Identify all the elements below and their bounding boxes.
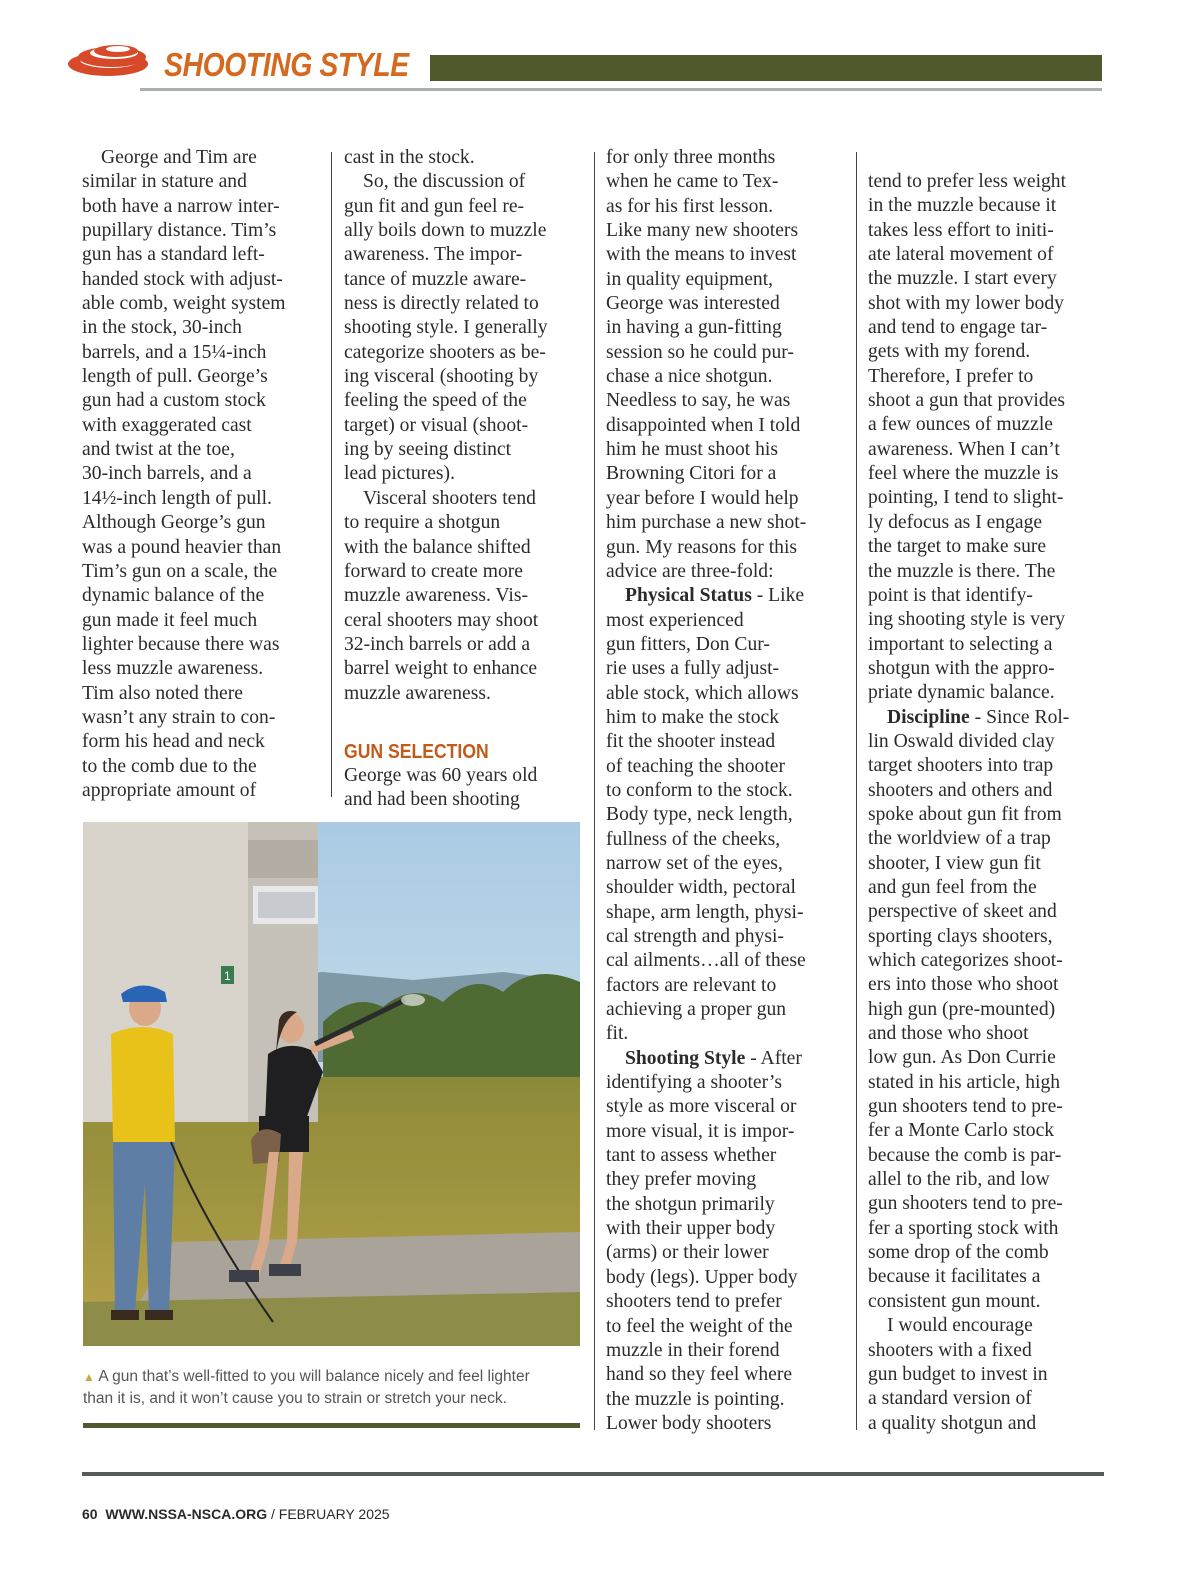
column-divider xyxy=(856,152,857,1430)
text-line: target) or visual (shoot- xyxy=(344,414,529,436)
text-line: shooting style. I generally xyxy=(344,317,548,339)
text-line: the target to make sure xyxy=(868,536,1047,558)
column-divider xyxy=(331,152,332,797)
text-line: ceral shooters may shoot xyxy=(344,609,539,631)
text-line: him he must shoot his xyxy=(606,439,779,461)
text-line: 32-inch barrels or add a xyxy=(344,633,531,655)
text-line: lin Oswald divided clay xyxy=(868,730,1055,752)
header-bar xyxy=(430,55,1102,81)
section-header xyxy=(0,0,1200,110)
text-line: high gun (pre-mounted) xyxy=(868,998,1056,1020)
text-line xyxy=(868,706,1108,730)
text-line: wasn’t any strain to con- xyxy=(82,706,276,728)
text-line: gun. My reasons for this xyxy=(606,536,798,558)
runin-rest: - Since Rol- xyxy=(969,706,1070,728)
text-line: Tim also noted there xyxy=(82,682,243,704)
text-line: shooters with a fixed xyxy=(868,1339,1032,1361)
text-line: awareness. The impor- xyxy=(344,244,523,266)
runin-rest: - After xyxy=(745,1047,802,1069)
text-line: shotgun with the appro- xyxy=(868,657,1055,679)
text-line: a few ounces of muzzle xyxy=(868,414,1053,436)
text-line: shape, arm length, physi- xyxy=(606,901,804,923)
caption-line: than it is, and it won’t cause you to strain or stretch your neck. xyxy=(83,1390,507,1407)
text-line: categorize shooters as be- xyxy=(344,341,546,363)
text-line: the muzzle is pointing. xyxy=(606,1388,785,1410)
text-line: ate lateral movement of xyxy=(868,244,1054,266)
text-line: the worldview of a trap xyxy=(868,828,1051,850)
text-line: with exaggerated cast xyxy=(82,414,252,436)
caption-text: A gun that’s well-fitted to you will balance nicely and feel lighter xyxy=(98,1368,530,1385)
clay-target-logo-icon xyxy=(64,38,156,78)
text-line: lighter because there was xyxy=(82,633,280,655)
text-line: barrel weight to enhance xyxy=(344,658,538,680)
text-line: low gun. As Don Currie xyxy=(868,1047,1056,1069)
text-line: takes less effort to initi- xyxy=(868,219,1054,241)
text-line: and tend to engage tar- xyxy=(868,317,1048,339)
text-line: session so he could pur- xyxy=(606,341,794,363)
page-number: 60 xyxy=(82,1506,98,1522)
text-line: able stock, which allows xyxy=(606,682,799,704)
text-line: advice are three-fold: xyxy=(606,560,774,582)
text-line: narrow set of the eyes, xyxy=(606,852,783,874)
text-line: Like many new shooters xyxy=(606,220,799,242)
text-line: cal ailments…all of these xyxy=(606,950,806,972)
column-divider xyxy=(594,152,595,1430)
text-line: gun shooters tend to pre- xyxy=(868,1193,1063,1215)
text-line: sporting clays shooters, xyxy=(868,925,1053,947)
text-line: less muzzle awareness. xyxy=(82,658,264,680)
text-line: gun budget to invest in xyxy=(868,1363,1048,1385)
runin-rest: - Like xyxy=(751,585,805,607)
text-line: Body type, neck length, xyxy=(606,804,793,826)
subhead-gun-selection: GUN SELECTION xyxy=(344,740,489,763)
text-line: with their upper body xyxy=(606,1218,776,1240)
text-line: 14½-inch length of pull. xyxy=(82,487,272,509)
text-line: Tim’s gun on a scale, the xyxy=(82,560,278,582)
text-line: shooters and others and xyxy=(868,779,1053,801)
text-line: ness is directly related to xyxy=(344,293,539,315)
caption-marker-icon: ▲ xyxy=(83,1370,95,1384)
text-line: priate dynamic balance. xyxy=(868,682,1055,704)
text-line: because the comb is par- xyxy=(868,1144,1062,1166)
page-footer xyxy=(82,1506,390,1522)
photo-illustration xyxy=(83,822,580,1346)
text-line: I would encourage xyxy=(887,1315,1033,1337)
caption-line xyxy=(83,1366,573,1388)
text-line: factors are relevant to xyxy=(606,974,777,996)
runin-discipline: Discipline xyxy=(887,706,970,728)
text-line: in quality equipment, xyxy=(606,268,774,290)
text-line: lead pictures). xyxy=(344,463,455,485)
footer-issue: / FEBRUARY 2025 xyxy=(267,1506,390,1522)
text-line: more visual, it is impor- xyxy=(606,1120,795,1142)
text-line: for only three months xyxy=(606,147,776,168)
shooting-photo xyxy=(83,822,580,1346)
text-line: the muzzle is there. The xyxy=(868,560,1056,582)
text-line: similar in stature and xyxy=(82,171,247,193)
caption-rule xyxy=(83,1423,580,1428)
text-line: to require a shotgun xyxy=(344,512,501,534)
text-line: as for his first lesson. xyxy=(606,195,774,217)
text-line: a standard version of xyxy=(868,1388,1032,1410)
text-line: ers into those who shoot xyxy=(868,974,1059,996)
text-line: some drop of the comb xyxy=(868,1242,1049,1264)
text-line: allel to the rib, and low xyxy=(868,1169,1050,1191)
text-line: ing visceral (shooting by xyxy=(344,366,539,388)
text-line: (arms) or their lower xyxy=(606,1242,769,1264)
text-line xyxy=(606,584,846,608)
text-line: stated in his article, high xyxy=(868,1071,1061,1093)
text-line: hand so they feel where xyxy=(606,1364,793,1386)
column-2 xyxy=(344,146,584,813)
text-line: chase a nice shotgun. xyxy=(606,366,773,388)
text-line: pupillary distance. Tim’s xyxy=(82,220,277,242)
text-line: style as more visceral or xyxy=(606,1096,797,1118)
text-line: year before I would help xyxy=(606,487,799,509)
text-line: appropriate amount of xyxy=(82,779,257,801)
text-line: muzzle in their forend xyxy=(606,1339,780,1361)
text-line: when he came to Tex- xyxy=(606,171,779,193)
text-line: Lower body shooters xyxy=(606,1412,772,1434)
text-line: identifying a shooter’s xyxy=(606,1072,782,1094)
text-line: cal strength and physi- xyxy=(606,926,784,947)
text-line: body (legs). Upper body xyxy=(606,1266,798,1288)
text-line: gun fitters, Don Cur- xyxy=(606,633,770,655)
text-line: in the muzzle because it xyxy=(868,195,1057,217)
text-line: barrels, and a 15¼-inch xyxy=(82,341,267,363)
text-line: tend to prefer less weight xyxy=(868,171,1067,192)
text-line: most experienced xyxy=(606,609,744,631)
text-line: to the comb due to the xyxy=(82,755,257,777)
text-line: and twist at the toe, xyxy=(82,439,235,461)
text-line: him to make the stock xyxy=(606,706,780,728)
text-line: both have a narrow inter- xyxy=(82,195,280,217)
text-line: important to selecting a xyxy=(868,633,1053,655)
text-line: in having a gun-fitting xyxy=(606,317,782,339)
text-line: the muzzle. I start every xyxy=(868,268,1057,290)
text-line: and those who shoot xyxy=(868,1023,1029,1045)
text-line xyxy=(606,1047,846,1071)
text-line: ally boils down to muzzle xyxy=(344,220,547,242)
text-line: tant to assess whether xyxy=(606,1145,777,1167)
text-line: muzzle awareness. xyxy=(344,682,491,704)
text-line: pointing, I tend to slight- xyxy=(868,487,1064,509)
column-4 xyxy=(868,170,1108,1436)
text-line: shoulder width, pectoral xyxy=(606,877,796,899)
text-line: So, the discussion of xyxy=(363,171,526,193)
text-line: and had been shooting xyxy=(344,789,520,811)
text-line: achieving a proper gun xyxy=(606,999,787,1021)
text-line: George and Tim are xyxy=(101,147,257,168)
station-number: 1 xyxy=(224,969,231,983)
text-line: Although George’s gun xyxy=(82,512,266,534)
text-line: fullness of the cheeks, xyxy=(606,828,781,850)
text-line: which categorizes shoot- xyxy=(868,950,1063,971)
text-line: cast in the stock. xyxy=(344,147,475,168)
runin-physical-status: Physical Status xyxy=(625,585,752,607)
text-line: shooters tend to prefer xyxy=(606,1291,782,1313)
text-line: point is that identify- xyxy=(868,584,1033,606)
text-line: ly defocus as I engage xyxy=(868,511,1043,533)
text-line: fit. xyxy=(606,1023,629,1045)
text-line: with the means to invest xyxy=(606,244,797,266)
text-line: gun shooters tend to pre- xyxy=(868,1096,1063,1118)
text-line: 30-inch barrels, and a xyxy=(82,463,252,485)
column-1 xyxy=(82,146,322,803)
text-line: gets with my forend. xyxy=(868,341,1031,363)
header-rule xyxy=(140,88,1102,91)
text-line: Visceral shooters tend xyxy=(363,487,536,509)
photo-caption xyxy=(83,1366,573,1410)
text-line: form his head and neck xyxy=(82,731,265,753)
section-title: SHOOTING STYLE xyxy=(164,46,409,83)
text-line: shooter, I view gun fit xyxy=(868,852,1041,874)
text-line: Therefore, I prefer to xyxy=(868,365,1034,387)
text-line: handed stock with adjust- xyxy=(82,268,283,290)
text-line: him purchase a new shot- xyxy=(606,512,807,534)
text-line: George was 60 years old xyxy=(344,764,538,786)
text-line: gun had a custom stock xyxy=(82,390,266,412)
text-line: fer a sporting stock with xyxy=(868,1217,1059,1239)
text-line: spoke about gun fit from xyxy=(868,803,1062,825)
text-line: was a pound heavier than xyxy=(82,536,282,558)
text-line: consistent gun mount. xyxy=(868,1290,1041,1312)
text-line: disappointed when I told xyxy=(606,414,801,436)
text-line: George was interested xyxy=(606,293,780,315)
text-line: rie uses a fully adjust- xyxy=(606,658,780,680)
text-line: gun fit and gun feel re- xyxy=(344,195,525,217)
text-line: ing shooting style is very xyxy=(868,609,1066,631)
text-line: feel where the muzzle is xyxy=(868,463,1059,485)
text-line: Browning Citori for a xyxy=(606,463,777,485)
text-line: muzzle awareness. Vis- xyxy=(344,585,528,607)
text-line: ing by seeing distinct xyxy=(344,439,512,461)
text-line: in the stock, 30-inch xyxy=(82,317,242,339)
footer-rule xyxy=(82,1472,1104,1476)
text-line: fit the shooter instead xyxy=(606,731,776,753)
text-line: dynamic balance of the xyxy=(82,585,265,607)
text-line: feeling the speed of the xyxy=(344,390,527,412)
text-line: forward to create more xyxy=(344,560,523,582)
text-line: shoot a gun that provides xyxy=(868,390,1065,412)
text-line: they prefer moving xyxy=(606,1169,757,1191)
text-line: to conform to the stock. xyxy=(606,779,793,801)
footer-site-link[interactable]: WWW.NSSA-NSCA.ORG xyxy=(105,1506,268,1522)
text-line: target shooters into trap xyxy=(868,755,1054,777)
runin-shooting-style: Shooting Style xyxy=(625,1047,746,1069)
text-line: able comb, weight system xyxy=(82,293,286,315)
text-line: shot with my lower body xyxy=(868,292,1064,314)
text-line: gun has a standard left- xyxy=(82,244,265,266)
text-line: the shotgun primarily xyxy=(606,1193,775,1215)
column-3 xyxy=(606,146,846,1436)
text-line: Needless to say, he was xyxy=(606,390,791,412)
text-line: a quality shotgun and xyxy=(868,1412,1037,1434)
text-line: tance of muzzle aware- xyxy=(344,268,527,290)
text-line: perspective of skeet and xyxy=(868,901,1057,923)
text-line: awareness. When I can’t xyxy=(868,438,1060,460)
text-line: fer a Monte Carlo stock xyxy=(868,1120,1055,1142)
text-line: to feel the weight of the xyxy=(606,1315,793,1337)
text-line: length of pull. George’s xyxy=(82,366,268,388)
text-line: with the balance shifted xyxy=(344,536,531,558)
text-line: and gun feel from the xyxy=(868,876,1037,898)
text-line: because it facilitates a xyxy=(868,1266,1041,1288)
text-line: gun made it feel much xyxy=(82,609,258,631)
text-line: of teaching the shooter xyxy=(606,755,786,777)
